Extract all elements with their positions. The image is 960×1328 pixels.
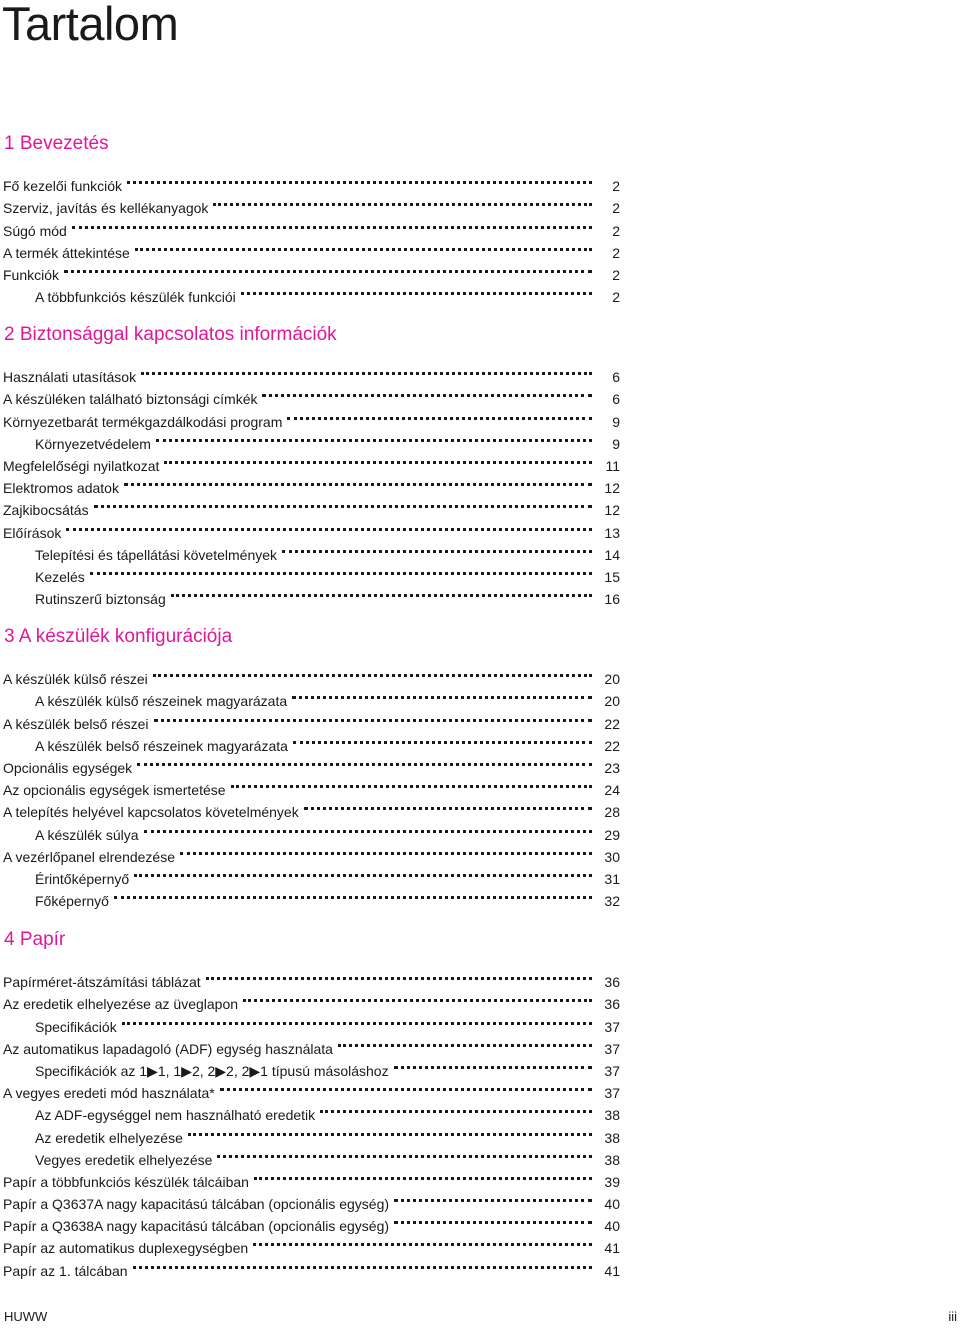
toc-entry-title: Súgó mód	[3, 222, 67, 239]
toc-entry-page: 39	[604, 1173, 620, 1190]
toc-entry-page: 20	[604, 693, 620, 710]
toc-entry-page: 9	[612, 435, 620, 452]
toc-section-configuration	[0, 624, 620, 910]
section-heading: 4 Papír	[4, 929, 66, 950]
toc-entry-page: 16	[604, 591, 620, 608]
toc-entry-title: Az opcionális egységek ismertetése	[3, 782, 226, 799]
toc-entry-page: 2	[612, 289, 620, 306]
toc-entry-page: 9	[612, 413, 620, 430]
dot-leader	[114, 874, 592, 899]
toc-entry-page: 2	[612, 200, 620, 217]
toc-entry-page: 36	[604, 996, 620, 1013]
toc-entry-title: Az eredetik elhelyezése az üveglapon	[3, 996, 239, 1013]
toc-list	[0, 357, 620, 608]
toc-entry-title: Opcionális egységek	[3, 759, 133, 776]
toc-entry-title: A vegyes eredeti mód használata*	[3, 1085, 215, 1102]
toc-entry-page: 38	[604, 1129, 620, 1146]
toc-entry-title: Főképernyő	[35, 893, 109, 910]
toc-entry-title: Érintőképernyő	[35, 870, 130, 887]
toc-entry-page: 41	[604, 1262, 620, 1279]
toc-entry-title: Szerviz, javítás és kellékanyagok	[3, 200, 209, 217]
page-title: Tartalom	[2, 0, 179, 50]
toc-entry-title: A készülék belső részei	[3, 715, 149, 732]
toc-section-safety	[0, 322, 620, 608]
toc-entry-title: Használati utasítások	[3, 369, 137, 386]
toc-entry-title: Elektromos adatok	[3, 480, 119, 497]
toc-entry-page: 2	[612, 222, 620, 239]
toc-entry-title: A készüléken található biztonsági címkék	[3, 391, 258, 408]
toc-entry-title: Zajkibocsátás	[3, 502, 89, 519]
toc-entry-page: 2	[612, 266, 620, 283]
toc-entry-page: 24	[604, 782, 620, 799]
toc-entry-title: Rutinszerű biztonság	[35, 591, 166, 608]
toc-entry-title: Kezelés	[35, 568, 85, 585]
toc-list	[0, 659, 620, 910]
toc-entry-page: 37	[604, 1085, 620, 1102]
section-heading: 2 Biztonsággal kapcsolatos információk	[4, 324, 337, 345]
toc-entry-page: 22	[604, 715, 620, 732]
toc-entry-title: Papír az 1. tálcában	[3, 1262, 128, 1279]
toc-entry-page: 12	[604, 502, 620, 519]
section-heading: 1 Bevezetés	[4, 133, 109, 154]
footer-page-number: iii	[948, 1309, 957, 1324]
toc-entry[interactable]	[0, 277, 620, 306]
toc-entry-page: 2	[612, 244, 620, 261]
toc-entry-title: Funkciók	[3, 266, 60, 283]
toc-entry-title: Specifikációk	[35, 1018, 117, 1035]
toc-entry-page: 13	[604, 524, 620, 541]
toc-entry-page: 12	[604, 480, 620, 497]
toc-entry-title: Telepítési és tápellátási követelmények	[35, 546, 278, 563]
toc-entry-title: Az eredetik elhelyezése	[35, 1129, 183, 1146]
toc-entry-title: A többfunkciós készülék funkciói	[35, 289, 236, 306]
toc-list	[0, 166, 620, 306]
toc-entry-page: 36	[604, 974, 620, 991]
toc-entry-page: 15	[604, 568, 620, 585]
toc-entry-title: Papír a Q3638A nagy kapacitású tálcában (opcionális egység)	[3, 1218, 390, 1235]
toc-entry-page: 6	[612, 369, 620, 386]
toc-entry-page: 2	[612, 178, 620, 195]
toc-entry-page: 32	[604, 893, 620, 910]
toc-entry-page: 41	[604, 1240, 620, 1257]
toc-entry-title: Papír a Q3637A nagy kapacitású tálcában (opcionális egység)	[3, 1196, 390, 1213]
toc-entry-title: Az ADF-egységgel nem használható eredetik	[35, 1107, 316, 1124]
toc-entry-page: 20	[604, 671, 620, 688]
section-heading: 3 A készülék konfigurációja	[4, 626, 233, 647]
toc-entry-title: Vegyes eredetik elhelyezése	[35, 1151, 213, 1168]
toc-entry-title: Megfelelőségi nyilatkozat	[3, 457, 160, 474]
toc-entry-title: Papír az automatikus duplexegységben	[3, 1240, 249, 1257]
toc-entry-page: 14	[604, 546, 620, 563]
toc-entry-page: 23	[604, 759, 620, 776]
toc-entry-page: 29	[604, 826, 620, 843]
toc-entry-title: A vezérlőpanel elrendezése	[3, 848, 176, 865]
toc-entry-title: A termék áttekintése	[3, 244, 130, 261]
toc-entry-page: 28	[604, 804, 620, 821]
toc-entry-title: Fő kezelői funkciók	[3, 178, 123, 195]
toc-entry-page: 6	[612, 391, 620, 408]
toc-entry-page: 31	[604, 870, 620, 887]
toc-entry-title: A készülék külső részei	[3, 671, 148, 688]
toc-entry-page: 37	[604, 1018, 620, 1035]
toc-entry-page: 22	[604, 737, 620, 754]
toc-entry-page: 38	[604, 1151, 620, 1168]
toc-section-introduction	[0, 131, 620, 306]
toc-entry-page: 40	[604, 1218, 620, 1235]
footer-document-code: HUWW	[4, 1309, 48, 1324]
toc-entry-title: Papír a többfunkciós készülék tálcáiban	[3, 1173, 249, 1190]
toc-entry-title: Papírméret-átszámítási táblázat	[3, 974, 201, 991]
toc-entry-title: Specifikációk az 1▶1, 1▶2, 2▶2, 2▶1 típusú másoláshoz	[35, 1062, 389, 1079]
toc-entry-title: Környezetvédelem	[35, 435, 151, 452]
toc-entry-title: A készülék belső részeinek magyarázata	[35, 737, 288, 754]
toc-entry-page: 37	[604, 1062, 620, 1079]
dot-leader	[133, 1243, 592, 1268]
toc-section-paper	[0, 927, 620, 1279]
toc-entry-page: 40	[604, 1196, 620, 1213]
toc-entry-page: 11	[605, 457, 620, 474]
toc-list	[0, 962, 620, 1279]
toc-entry-title: Előírások	[3, 524, 62, 541]
dot-leader	[171, 572, 592, 597]
toc-entry-title: Az automatikus lapadagoló (ADF) egység használata	[3, 1040, 333, 1057]
toc-entry-title: A telepítés helyével kapcsolatos követelmények	[3, 804, 299, 821]
toc-entry-page: 30	[604, 848, 620, 865]
toc-entry-title: Környezetbarát termékgazdálkodási program	[3, 413, 283, 430]
toc-entry[interactable]	[0, 579, 620, 608]
toc-entry-page: 37	[604, 1040, 620, 1057]
toc-entry-title: A készülék külső részeinek magyarázata	[35, 693, 288, 710]
toc-entry-title: A készülék súlya	[35, 826, 139, 843]
toc-entry-page: 38	[604, 1107, 620, 1124]
dot-leader	[241, 270, 592, 295]
